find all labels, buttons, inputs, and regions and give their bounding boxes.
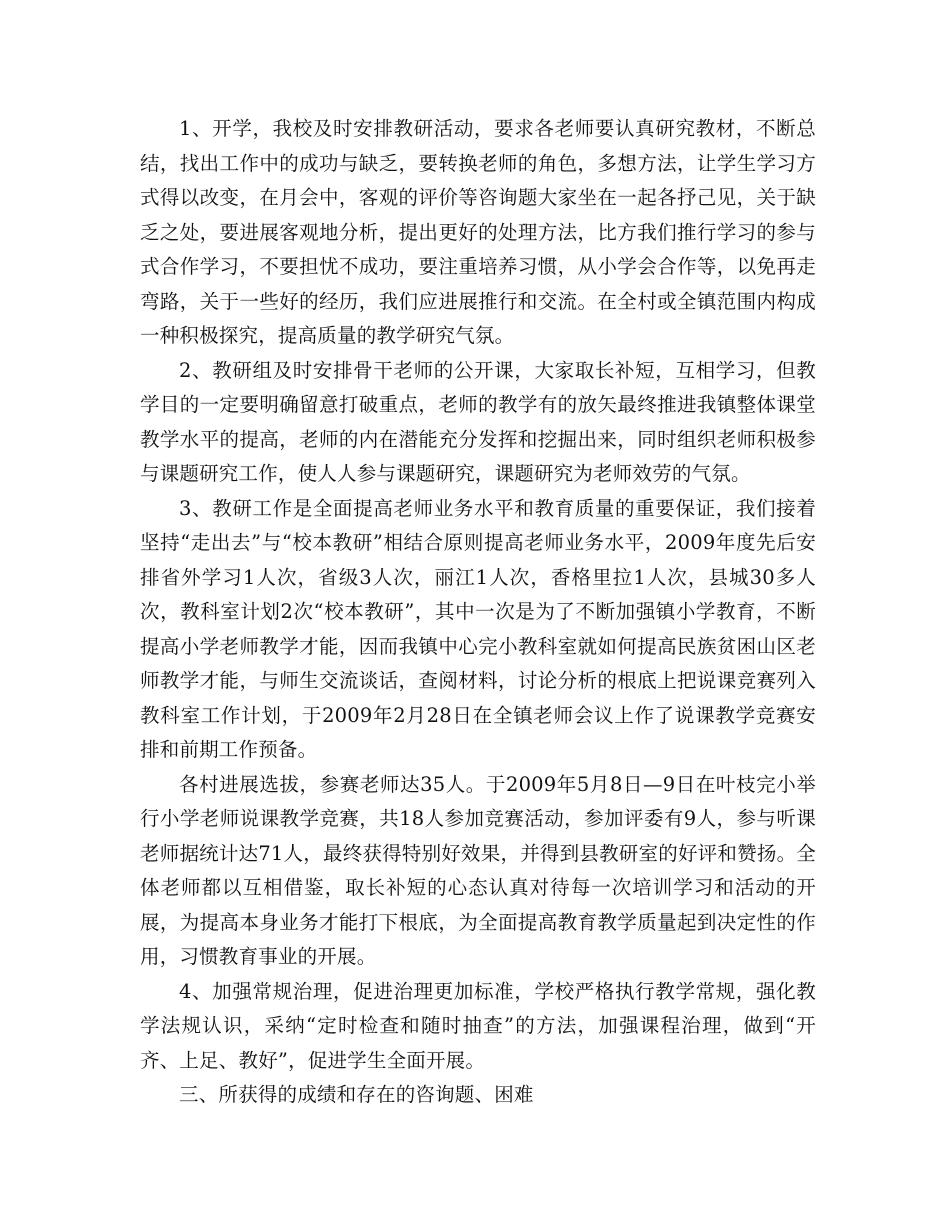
paragraph-5: 4、加强常规治理，促进治理更加标准，学校严格执行教学常规，强化教学法规认识，采纳“定时检查和随时抽查”的方法，加强课程治理，做到“开齐、上足、教好”，促进学生全面开展。	[140, 979, 816, 1072]
paragraph-1: 1、开学，我校及时安排教研活动，要求各老师要认真研究教材，不断总结，找出工作中的成功与缺乏，要转换老师的角色，多想方法，让学生学习方式得以改变，在月会中，客观的评价等咨询题大家坐在一起各抒己见，关于缺乏之处，要进展客观地分析，提出更好的处理方法，比方我们推行学习的参与式合作学习，不要担忧不成功，要注重培养习惯，从小学会合作等，以免再走弯路，关于一些好的经历，我们应进展推行和交流。在全村或全镇范围内构成一种积极探究，提高质量的教学研究气氛。	[140, 117, 816, 347]
paragraph-3: 3、教研工作是全面提高老师业务水平和教育质量的重要保证，我们接着坚持“走出去”与“校本教研”相结合原则提高老师业务水平，2009年度先后安排省外学习1人次，省级3人次，丽江1人次，香格里拉1人次，县城30多人次，教科室计划2次“校本教研”，其中一次是为了不断加强镇小学教育，不断提高小学老师教学才能，因而我镇中心完小教科室就如何提高民族贫困山区老师教学才能，与师生交流谈话，查阅材料，讨论分析的根底上把说课竞赛列入教科室工作计划，于2009年2月28日在全镇老师会议上作了说课教学竞赛安排和前期工作预备。	[140, 496, 816, 761]
document-body	[140, 112, 816, 1113]
paragraph-2: 2、教研组及时安排骨干老师的公开课，大家取长补短，互相学习，但教学目的一定要明确留意打破重点，老师的教学有的放矢最终推进我镇整体课堂教学水平的提高，老师的内在潜能充分发挥和挖掘出来，同时组织老师积极参与课题研究工作，使人人参与课题研究，课题研究为老师效劳的气氛。	[140, 358, 816, 485]
section-heading: 三、所获得的成绩和存在的咨询题、困难	[179, 1083, 534, 1106]
paragraph-4: 各村进展选拔，参赛老师达35人。于2009年5月8日—9日在叶枝完小举行小学老师说课教学竞赛，共18人参加竞赛活动，参加评委有9人，参与听课老师据统计达71人，最终获得特别好效果，并得到县教研室的好评和赞扬。全体老师都以互相借鉴，取长补短的心态认真对待每一次培训学习和活动的开展，为提高本身业务才能打下根底，为全面提高教育教学质量起到决定性的作用，习惯教育事业的开展。	[140, 772, 816, 968]
